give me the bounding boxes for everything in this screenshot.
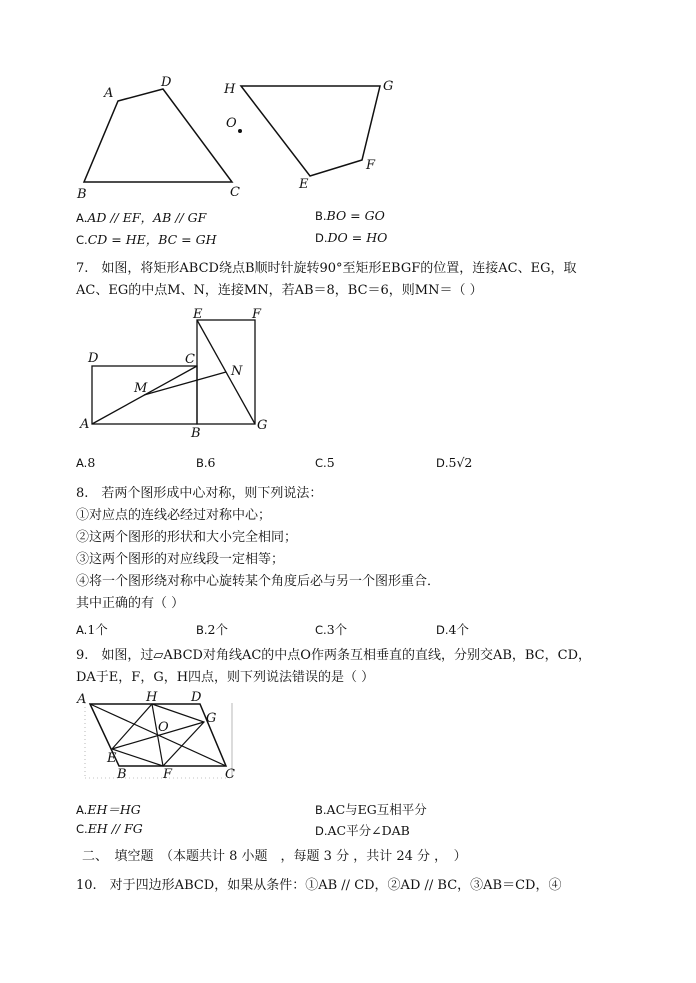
q9-option-b[interactable] bbox=[315, 800, 427, 818]
q6-label-h: H bbox=[224, 82, 236, 97]
q9-label-a: A bbox=[77, 692, 87, 707]
q9-label-b: B bbox=[117, 767, 127, 782]
q9-stem-line2: DA于E，F，G，H四点，则下列说法错误的是（ ） bbox=[76, 670, 375, 685]
q7-label-n: N bbox=[231, 364, 243, 379]
q9-label-e: E bbox=[107, 751, 117, 766]
q7-option-d-text: 5√2 bbox=[448, 455, 473, 470]
q6-label-o: O bbox=[226, 116, 237, 131]
q8-option-d-letter: D. bbox=[436, 623, 449, 637]
q7-label-e: E bbox=[193, 307, 203, 322]
q9-option-d-letter: D. bbox=[315, 824, 328, 838]
q9-option-c[interactable] bbox=[76, 821, 143, 836]
q8-option-b[interactable] bbox=[196, 620, 228, 638]
q9-label-o: O bbox=[158, 720, 169, 735]
q9-option-a-letter: A. bbox=[76, 803, 88, 817]
q7-stem-line1: 7. 如图，将矩形ABCD绕点B顺时针旋转90°至矩形EBGF的位置，连接AC、EG，取 bbox=[76, 261, 577, 276]
q7-option-a-letter: A. bbox=[76, 456, 88, 470]
q6-option-a[interactable] bbox=[76, 208, 206, 226]
q9-label-f: F bbox=[163, 767, 173, 782]
q7-option-c-letter: C. bbox=[315, 456, 327, 470]
q7-label-b: B bbox=[191, 426, 201, 441]
q10-stem-line1: 10. 对于四边形ABCD，如果从条件：①AB // CD，②AD // BC，③AB＝CD，④ bbox=[76, 878, 562, 893]
q9-option-c-text: EH // FG bbox=[87, 821, 143, 836]
q6-point-o bbox=[238, 129, 242, 133]
q6-quadrilateral-hgfe bbox=[241, 86, 380, 176]
q7-stem-line2: AC、EG的中点M、N，连接MN，若AB＝8，BC＝6，则MN＝（ ） bbox=[76, 283, 483, 298]
q8-option-b-letter: B. bbox=[196, 623, 208, 637]
q9-option-a[interactable] bbox=[76, 800, 141, 818]
q6-option-c-letter: C. bbox=[76, 233, 88, 247]
q8-item-3: ③这两个图形的对应线段一定相等； bbox=[76, 552, 285, 567]
q6-option-a-text: AD // EF，AB // GF bbox=[87, 210, 207, 225]
q7-label-g: G bbox=[257, 418, 268, 433]
q9-option-b-letter: B. bbox=[315, 803, 327, 817]
q6-option-d-letter: D. bbox=[315, 231, 328, 245]
q6-label-a: A bbox=[104, 86, 114, 101]
q7-option-b-text: 6 bbox=[207, 455, 216, 470]
q8-question: 其中正确的有（ ） bbox=[76, 596, 185, 611]
q7-label-a: A bbox=[80, 417, 90, 432]
q6-label-c: C bbox=[230, 185, 240, 200]
q8-option-a-letter: A. bbox=[76, 623, 88, 637]
q6-label-e: E bbox=[299, 177, 309, 192]
q7-label-c: C bbox=[185, 352, 195, 367]
q7-option-d-letter: D. bbox=[436, 456, 449, 470]
q6-option-c[interactable] bbox=[76, 230, 217, 248]
q9-stem-line1: 9. 如图，过▱ABCD对角线AC的中点O作两条互相垂直的直线，分别交AB，BC，CD， bbox=[76, 648, 591, 663]
q7-option-a[interactable] bbox=[76, 455, 95, 470]
q6-option-d-text: DO = HO bbox=[327, 230, 388, 245]
q6-option-b-text: BO = GO bbox=[326, 208, 385, 223]
q7-label-f: F bbox=[252, 307, 262, 322]
q6-option-a-letter: A. bbox=[76, 211, 88, 225]
section-2-title: 二、 填空题 （本题共计 8 小题 ，每题 3 分 ，共计 24 分 ， ） bbox=[82, 849, 467, 864]
q9-option-b-text: AC与EG互相平分 bbox=[326, 802, 427, 817]
q6-label-g: G bbox=[383, 79, 394, 94]
q7-option-c[interactable] bbox=[315, 455, 335, 470]
q6-label-b: B bbox=[77, 187, 87, 202]
q7-option-c-text: 5 bbox=[326, 455, 335, 470]
q6-option-d[interactable] bbox=[315, 230, 387, 245]
q9-option-c-letter: C. bbox=[76, 822, 88, 836]
q8-item-4: ④将一个图形绕对称中心旋转某个角度后必与另一个图形重合． bbox=[76, 574, 441, 589]
q7-label-d: D bbox=[88, 351, 99, 366]
q9-option-d[interactable] bbox=[315, 821, 410, 839]
q6-option-b-letter: B. bbox=[315, 209, 327, 223]
q9-label-c: C bbox=[225, 767, 235, 782]
q6-quadrilateral-abcd bbox=[84, 89, 232, 182]
q8-option-d-text: 4个 bbox=[448, 622, 469, 637]
q7-option-b[interactable] bbox=[196, 455, 216, 470]
q7-option-b-letter: B. bbox=[196, 456, 208, 470]
q8-option-b-text: 2个 bbox=[207, 622, 228, 637]
q9-label-h: H bbox=[146, 690, 158, 705]
q6-label-d: D bbox=[161, 75, 172, 90]
q9-option-a-text: EH＝HG bbox=[87, 802, 141, 817]
q8-item-1: ①对应点的连线必经过对称中心； bbox=[76, 508, 272, 523]
q7-label-m: M bbox=[134, 381, 148, 396]
q6-option-c-text: CD = HE，BC = GH bbox=[87, 232, 217, 247]
q9-option-d-text: AC平分∠DAB bbox=[327, 823, 410, 838]
q8-stem: 8. 若两个图形成中心对称，则下列说法： bbox=[76, 486, 323, 501]
q6-label-f: F bbox=[366, 158, 376, 173]
q8-item-2: ②这两个图形的形状和大小完全相同； bbox=[76, 530, 298, 545]
q7-option-a-text: 8 bbox=[87, 455, 96, 470]
q8-option-d[interactable] bbox=[436, 620, 469, 638]
q8-option-a-text: 1个 bbox=[87, 622, 108, 637]
q9-label-g: G bbox=[206, 711, 217, 726]
q7-option-d[interactable] bbox=[436, 455, 472, 470]
q7-segment-mn bbox=[144, 372, 226, 395]
q8-option-c-letter: C. bbox=[315, 623, 327, 637]
q9-label-d: D bbox=[191, 690, 202, 705]
q6-option-b[interactable] bbox=[315, 208, 385, 223]
q8-option-c[interactable] bbox=[315, 620, 347, 638]
q8-option-c-text: 3个 bbox=[326, 622, 348, 637]
q8-option-a[interactable] bbox=[76, 620, 108, 638]
